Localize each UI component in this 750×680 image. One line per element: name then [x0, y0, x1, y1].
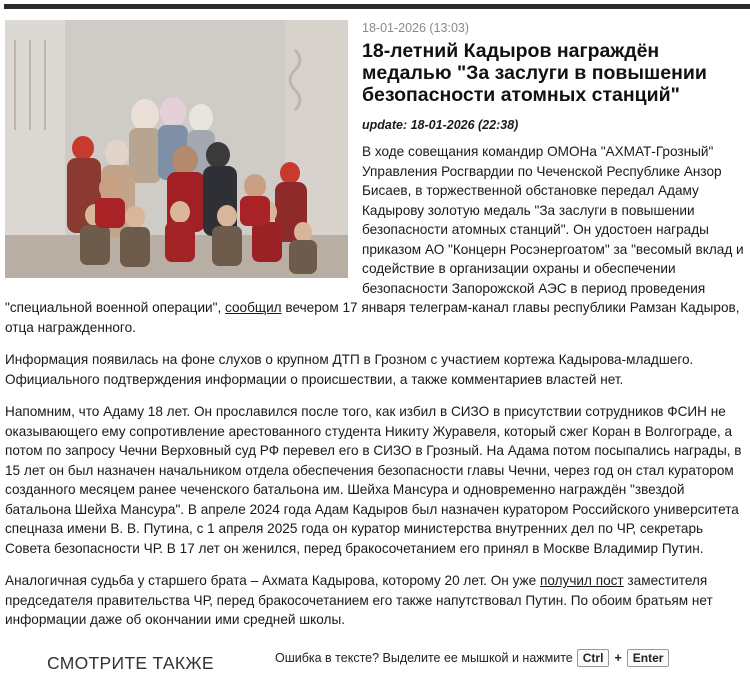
article-title: 18-летний Кадыров награждён медалью "За заслуги в повышении безопасности атомных станций" [362, 40, 707, 106]
plus-sign: + [614, 651, 622, 665]
article-paragraph-4 [5, 571, 745, 630]
paragraph-1-text: В ходе совещания командир ОМОНа "АХМАТ-Грозный" Управления Росгвардии по Чеченской Республике Анзор Бисаев, в торжественной обстановке передал Адаму Кадырову золотую медаль "За заслуги в повышении безопасности атомных станций". Он удостоен награды приказом АО "Концерн Росэнергоатом" за "весомый вклад и содействие в организации охраны и обеспечении безопасности Запорожской АЭС в период проведения "специальной военной операции", [5, 144, 744, 315]
article [5, 20, 745, 643]
see-also-heading: СМОТРИТЕ ТАКЖЕ [47, 653, 214, 673]
typo-report-note [275, 649, 669, 667]
enter-key: Enter [627, 649, 670, 667]
article-paragraph-2: Информация появилась на фоне слухов о крупном ДТП в Грозном с участием кортежа Кадырова-младшего. Официального подтверждения информации о происшествии, а также комментариев властей нет. [5, 352, 694, 387]
ctrl-key: Ctrl [577, 649, 610, 667]
article-date: 18-01-2026 (13:03) [362, 21, 470, 35]
source-link-reported[interactable]: сообщил [225, 300, 282, 315]
paragraph-1-tail: вечером 17 января телеграм-канал главы республики Рамзан Кадыров, отца награжденного. [5, 300, 740, 335]
article-photo [5, 20, 348, 278]
article-update-time: update: 18-01-2026 (22:38) [362, 118, 519, 132]
article-paragraph-3: Напомним, что Адаму 18 лет. Он прославился после того, как избил в СИЗО в присутствии сотрудников ФСИН не оказывающего ему сопротивление арестованного студента Никиту Журавеля, который сжег Коран в Волгограде, а потом по запросу Чечни Верховный суд РФ перевел его в СИЗО в Грозный. На Адама потом посыпались награды, в 15 лет он был назначен начальником отдела обеспечения безопасности главы Чечни, через год он стал куратором созданного месяцем ранее чеченского батальона им. Шейха Мансура и одновременно награждён "звездой батальона Шейха Мансура". В апреле 2024 года Адам Кадыров был назначен куратором Российского университета спецназа имени В. В. Путина, с 1 апреля 2025 года он куратор министерства внутренних дел по ЧР, секретарь Совета безопасности ЧР. В 17 лет он женился, перед бракосочетанием его принял в Москве Владимир Путин. [5, 404, 742, 556]
paragraph-4-tail: заместителя председателя правительства ЧР, перед бракосочетанием его также напутствовал Путин. По обоим братьям нет информации даже об окончании ими средней школы. [5, 573, 713, 627]
typo-note-text: Ошибка в тексте? Выделите ее мышкой и нажмите [275, 651, 573, 665]
top-rule [4, 4, 750, 9]
paragraph-4-text: Аналогичная судьба у старшего брата – Ахмата Кадырова, которому 20 лет. Он уже [5, 573, 540, 588]
article-footer [0, 640, 750, 680]
source-link-got-post[interactable]: получил пост [539, 573, 624, 588]
